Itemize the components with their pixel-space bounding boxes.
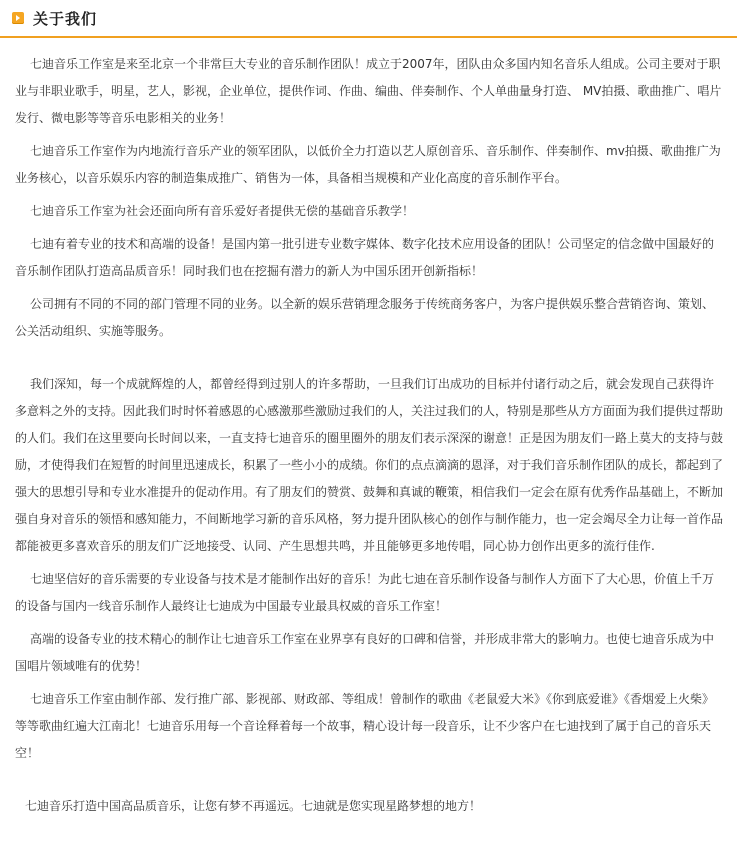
article-body: [15, 51, 723, 820]
section-gap-2: [15, 773, 723, 793]
paragraph-equipment: 七迪坚信好的音乐需要的专业设备与技术是才能制作出好的音乐！为此七迪在音乐制作设备与制作人方面下了大心思，价值上千万的设备与国内一线音乐制作人最终让七迪成为中国最专业最具权威的音乐工作室！: [15, 572, 715, 613]
paragraph-leading-team: 七迪音乐工作室作为内地流行音乐产业的领军团队，以低价全力打造以艺人原创音乐、音乐制作、伴奏制作、mv拍摄、歌曲推广为业务核心，以音乐娱乐内容的制造集成推广、销售为一体，具备相当规模和产业化高度的音乐制作平台。: [15, 144, 721, 185]
paragraph-gratitude: 我们深知，每一个成就辉煌的人，都曾经得到过别人的许多帮助，一旦我们订出成功的目标并付诸行动之后，就会发现自己获得许多意料之外的支持。因此我们时时怀着感恩的心感激那些激励过我们的人，关注过我们的人，特别是那些从方方面面为我们提供过帮助的人们。我们在这里要向长时间以来，一直支持七迪音乐的圈里圈外的朋友们表示深深的谢意！正是因为朋友们一路上莫大的支持与鼓励，才使得我们在短暂的时间里迅速成长，积累了一些小小的成绩。你们的点点滴滴的恩泽，对于我们音乐制作团队的成长，都起到了强大的思想引导和专业水准提升的促动作用。有了朋友们的赞赏、鼓舞和真诚的鞭策，相信我们一定会在原有优秀作品基础上，不断加强自身对音乐的领悟和感知能力，不间断地学习新的音乐风格，努力提升团队核心的创作与制作能力，也一定会竭尽全力让每一首作品都能被更多喜欢音乐的朋友们广泛地接受、认同、产生思想共鸣，并且能够更多地传唱，同心协力创作出更多的流行佳作.: [15, 377, 724, 553]
paragraph-technology: 七迪有着专业的技术和高端的设备！是国内第一批引进专业数字媒体、数字化技术应用设备的团队！公司坚定的信念做中国最好的音乐制作团队打造高品质音乐！同时我们也在挖掘有潜力的新人为中国乐团开创新指标！: [15, 237, 715, 278]
paragraph-free-teaching: 七迪音乐工作室为社会还面向所有音乐爱好者提供无偿的基础音乐教学！: [30, 204, 415, 218]
paragraph-structure: 七迪音乐工作室由制作部、发行推广部、影视部、财政部、等组成！曾制作的歌曲《老鼠爱大米》《你到底爱谁》《香烟爱上火柴》等等歌曲红遍大江南北！七迪音乐用每一个音诠释着每一个故事，精心设计每一段音乐，让不少客户在七迪找到了属于自己的音乐天空！: [15, 692, 715, 760]
chevron-right-icon: [12, 12, 24, 24]
paragraph-intro: 七迪音乐工作室是来至北京一个非常巨大专业的音乐制作团队！成立于2007年，团队由众多国内知名音乐人组成。公司主要对于职业与非职业歌手，明星，艺人，影视，企业单位，提供作词、作曲、编曲、伴奏制作、个人单曲量身打造、 MV拍摄、歌曲推广、唱片发行、微电影等等音乐电影相关的业务！: [15, 57, 722, 125]
paragraph-departments: 公司拥有不同的不同的部门管理不同的业务。以全新的娱乐营销理念服务于传统商务客户，为客户提供娱乐整合营销咨询、策划、公关活动组织、实施等服务。: [15, 297, 715, 338]
closing-statement: 七迪音乐打造中国高品质音乐，让您有梦不再遥远。七迪就是您实现星路梦想的地方！: [25, 799, 482, 813]
section-gap: [15, 351, 723, 371]
page-title: 关于我们: [33, 10, 98, 28]
section-header: [0, 0, 737, 38]
paragraph-reputation: 高端的设备专业的技术精心的制作让七迪音乐工作室在业界享有良好的口碑和信誉，并形成非常大的影响力。也使七迪音乐成为中国唱片领域唯有的优势！: [15, 632, 715, 673]
